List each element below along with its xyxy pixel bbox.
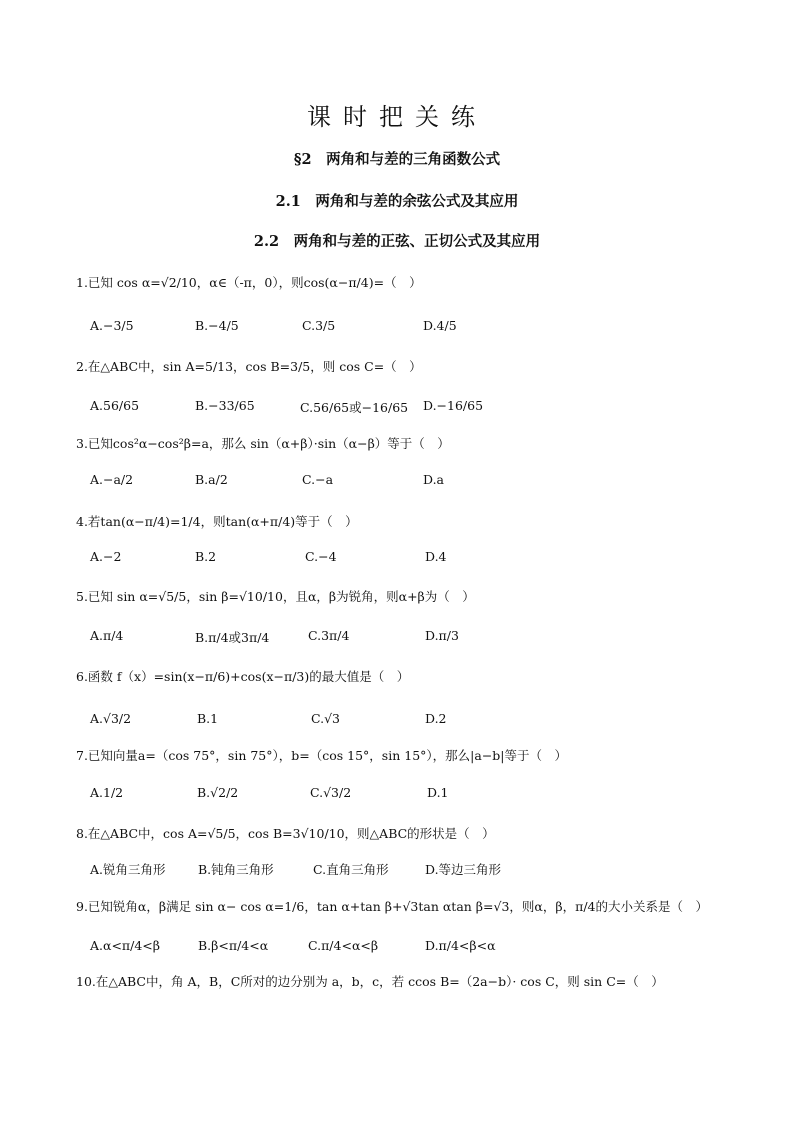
option-b: B.−4/5 [195,318,239,333]
question-10: 10.在△ABC中，角 A，B，C所对的边分别为 a，b，c，若 ccos B=（2a−b）· cos C，则 sin C=（ ） [76,974,664,989]
subsection-heading-2: 2.2 两角和与差的正弦、正切公式及其应用 [253,233,541,250]
option-d: D.2 [425,711,447,726]
option-c: C.3π/4 [308,628,350,643]
option-d: D.1 [427,785,449,800]
option-b: B.2 [195,549,217,564]
option-d: D.4 [425,549,447,564]
option-c: C.−4 [305,549,337,564]
option-d: D.a [423,472,445,487]
question-2: 2.在△ABC中，sin A=5/13，cos B=3/5，则 cos C=（ ） [76,359,422,374]
option-b: B.β<π/4<α [198,938,269,953]
option-a: A.56/65 [90,398,140,413]
option-b: B.钝角三角形 [198,862,274,877]
option-b: B.−33/65 [195,398,255,413]
option-d: D.π/3 [425,628,459,643]
subsection-heading-1: 2.1 两角和与差的余弦公式及其应用 [275,193,519,210]
question-3: 3.已知cos²α−cos²β=a，那么 sin（α+β）·sin（α−β）等于（ ） [76,436,450,451]
question-1: 1.已知 cos α=√2/10，α∈（-π，0），则cos(α−π/4)=（ ） [76,275,422,290]
option-c: C.√3/2 [310,785,352,800]
option-d: D.等边三角形 [425,862,502,877]
option-a: A.−3/5 [90,318,134,333]
option-a: A.−2 [90,549,122,564]
option-a: A.1/2 [90,785,124,800]
option-a: A.−a/2 [90,472,134,487]
question-7: 7.已知向量a=（cos 75°，sin 75°），b=（cos 15°，sin 15°），那么|a−b|等于（ ） [76,748,568,763]
option-c: C.π/4<α<β [308,938,379,953]
option-b: B.π/4或3π/4 [195,630,270,645]
option-d: D.−16/65 [423,398,484,413]
option-c: C.直角三角形 [313,862,389,877]
option-a: A.π/4 [90,628,124,643]
question-4: 4.若tan(α−π/4)=1/4，则tan(α+π/4)等于（ ） [76,514,358,529]
option-c: C.√3 [311,711,341,726]
option-b: B.1 [197,711,219,726]
question-8: 8.在△ABC中，cos A=√5/5，cos B=3√10/10，则△ABC的形状是（ ） [76,826,495,841]
option-c: C.−a [302,472,334,487]
option-c: C.56/65或−16/65 [300,400,409,415]
question-9: 9.已知锐角α，β满足 sin α− cos α=1/6，tan α+tan β+√3tan αtan β=√3，则α，β，π/4的大小关系是（ ） [76,899,708,914]
option-d: D.π/4<β<α [425,938,496,953]
section-heading: §2 两角和与差的三角函数公式 [293,151,501,168]
option-a: A.√3/2 [90,711,132,726]
option-c: C.3/5 [302,318,336,333]
question-6: 6.函数 f（x）=sin(x−π/6)+cos(x−π/3)的最大值是（ ） [76,669,410,684]
option-a: A.α<π/4<β [90,938,160,953]
option-b: B.√2/2 [197,785,239,800]
option-b: B.a/2 [195,472,228,487]
option-a: A.锐角三角形 [90,862,166,877]
page-title: 课时把关练 [307,103,487,131]
question-5: 5.已知 sin α=√5/5，sin β=√10/10，且α，β为锐角，则α+β为（ ） [76,589,475,604]
option-d: D.4/5 [423,318,457,333]
